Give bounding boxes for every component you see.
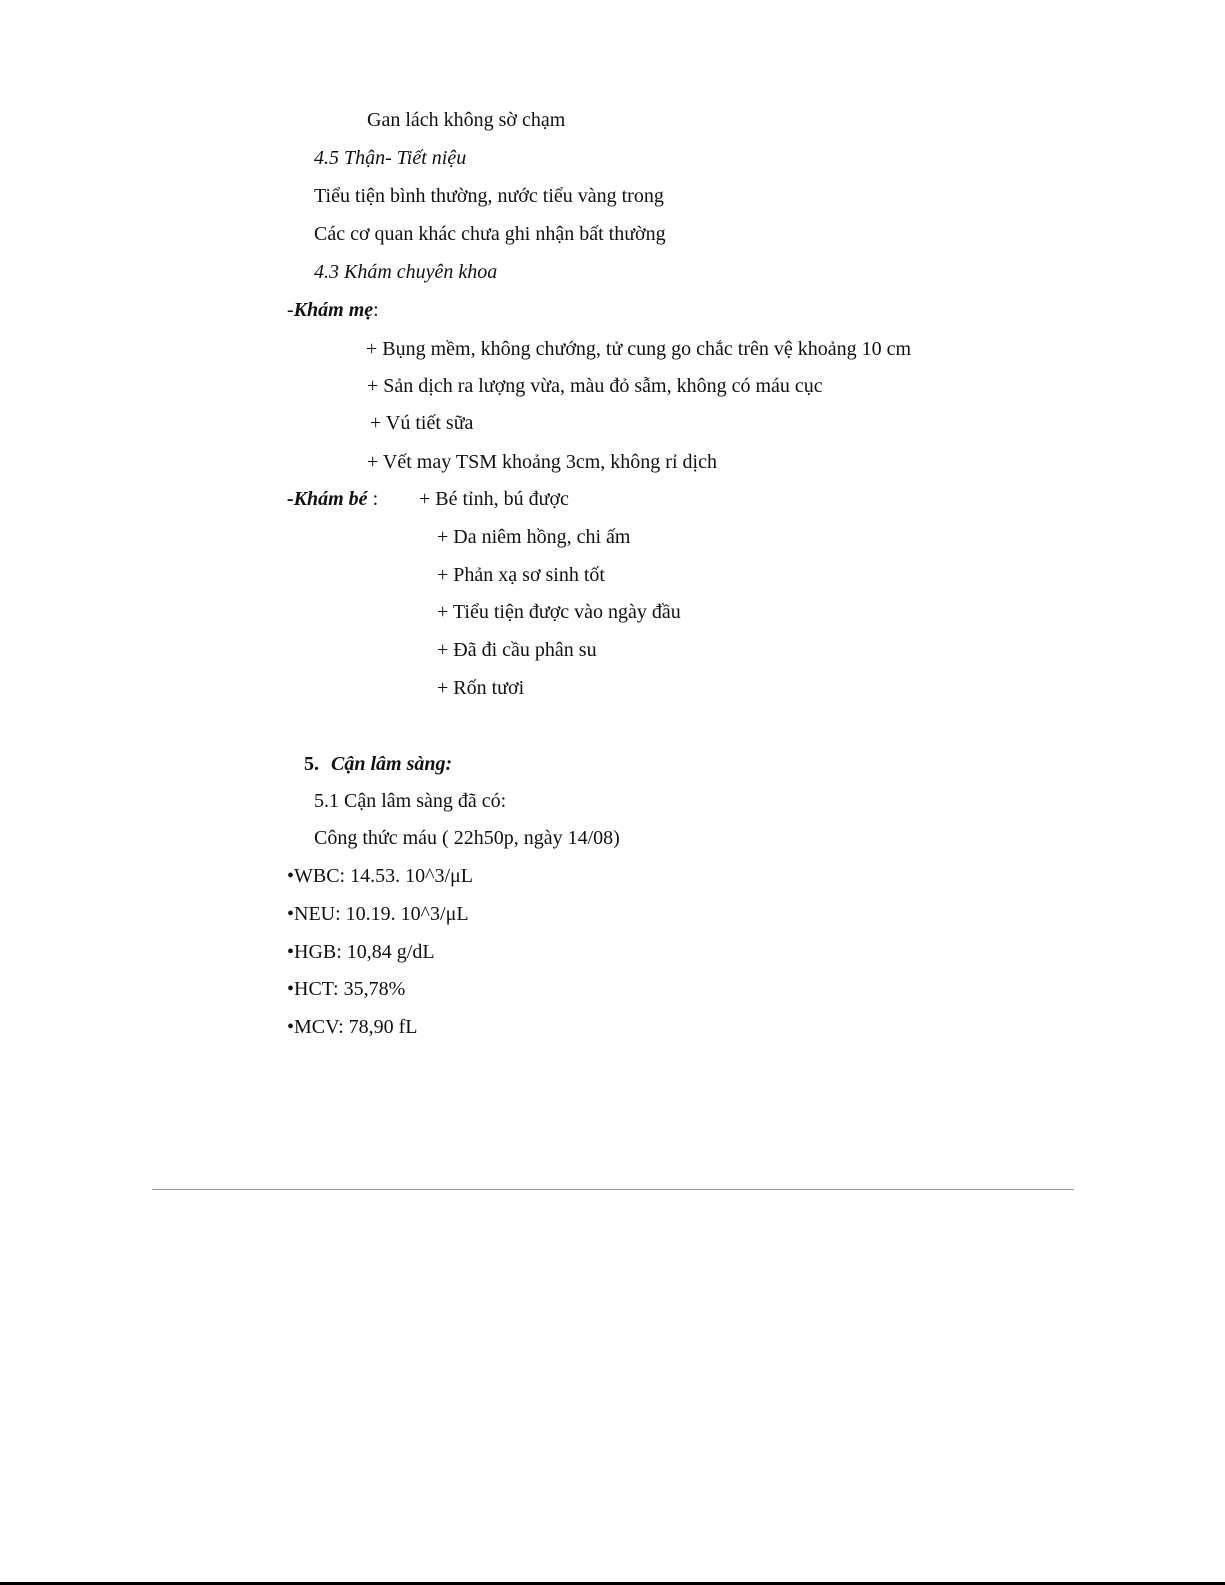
mother-exam-item: + Bụng mềm, không chướng, tử cung go chắc trên vệ khoảng 10 cm: [366, 338, 912, 360]
baby-exam-item: + Bé tỉnh, bú được: [419, 488, 569, 510]
mother-exam-item: + Vú tiết sữa: [370, 412, 474, 434]
other-organs-line: Các cơ quan khác chưa ghi nhận bất thường: [314, 223, 666, 245]
blood-test-title: Công thức máu ( 22h50p, ngày 14/08): [314, 827, 620, 849]
baby-exam-colon: :: [367, 488, 379, 510]
specialty-exam-heading: 4.3 Khám chuyên khoa: [314, 261, 498, 283]
baby-exam-item: + Phản xạ sơ sinh tốt: [437, 564, 605, 586]
mother-exam-colon: :: [373, 299, 379, 321]
lab-result-item: •NEU: 10.19. 10^3/μL: [287, 903, 469, 925]
section-5-title: Cận lâm sàng:: [331, 753, 453, 775]
section-5-number: 5.: [304, 753, 319, 775]
lab-result-item: •MCV: 78,90 fL: [287, 1016, 418, 1038]
baby-exam-heading: [287, 487, 378, 511]
existing-tests-heading: 5.1 Cận lâm sàng đã có:: [314, 790, 507, 812]
lab-result-item: •WBC: 14.53. 10^3/μL: [287, 865, 473, 887]
mother-exam-item: + Vết may TSM khoảng 3cm, không rỉ dịch: [367, 451, 717, 473]
kidney-urinary-heading: 4.5 Thận- Tiết niệu: [314, 147, 467, 169]
mother-exam-item: + Sản dịch ra lượng vừa, màu đỏ sẫm, không có máu cục: [367, 375, 823, 397]
page-divider: [152, 1189, 1074, 1190]
lab-result-item: •HCT: 35,78%: [287, 978, 406, 1000]
baby-exam-item: + Tiểu tiện được vào ngày đầu: [437, 601, 681, 623]
mother-exam-label: Khám mẹ: [293, 299, 374, 321]
baby-exam-item: + Đã đi cầu phân su: [437, 639, 597, 661]
section-5-heading: [304, 752, 452, 776]
baby-exam-item: + Rốn tươi: [437, 677, 525, 699]
mother-exam-heading: [287, 298, 379, 322]
baby-exam-item: + Da niêm hồng, chi ấm: [437, 526, 631, 548]
baby-exam-label: -Khám bé: [287, 488, 368, 510]
mother-exam-prefix: -: [287, 299, 294, 321]
lab-result-item: •HGB: 10,84 g/dL: [287, 941, 435, 963]
urination-line: Tiểu tiện bình thường, nước tiểu vàng trong: [314, 185, 664, 207]
liver-spleen-line: Gan lách không sờ chạm: [367, 109, 566, 131]
